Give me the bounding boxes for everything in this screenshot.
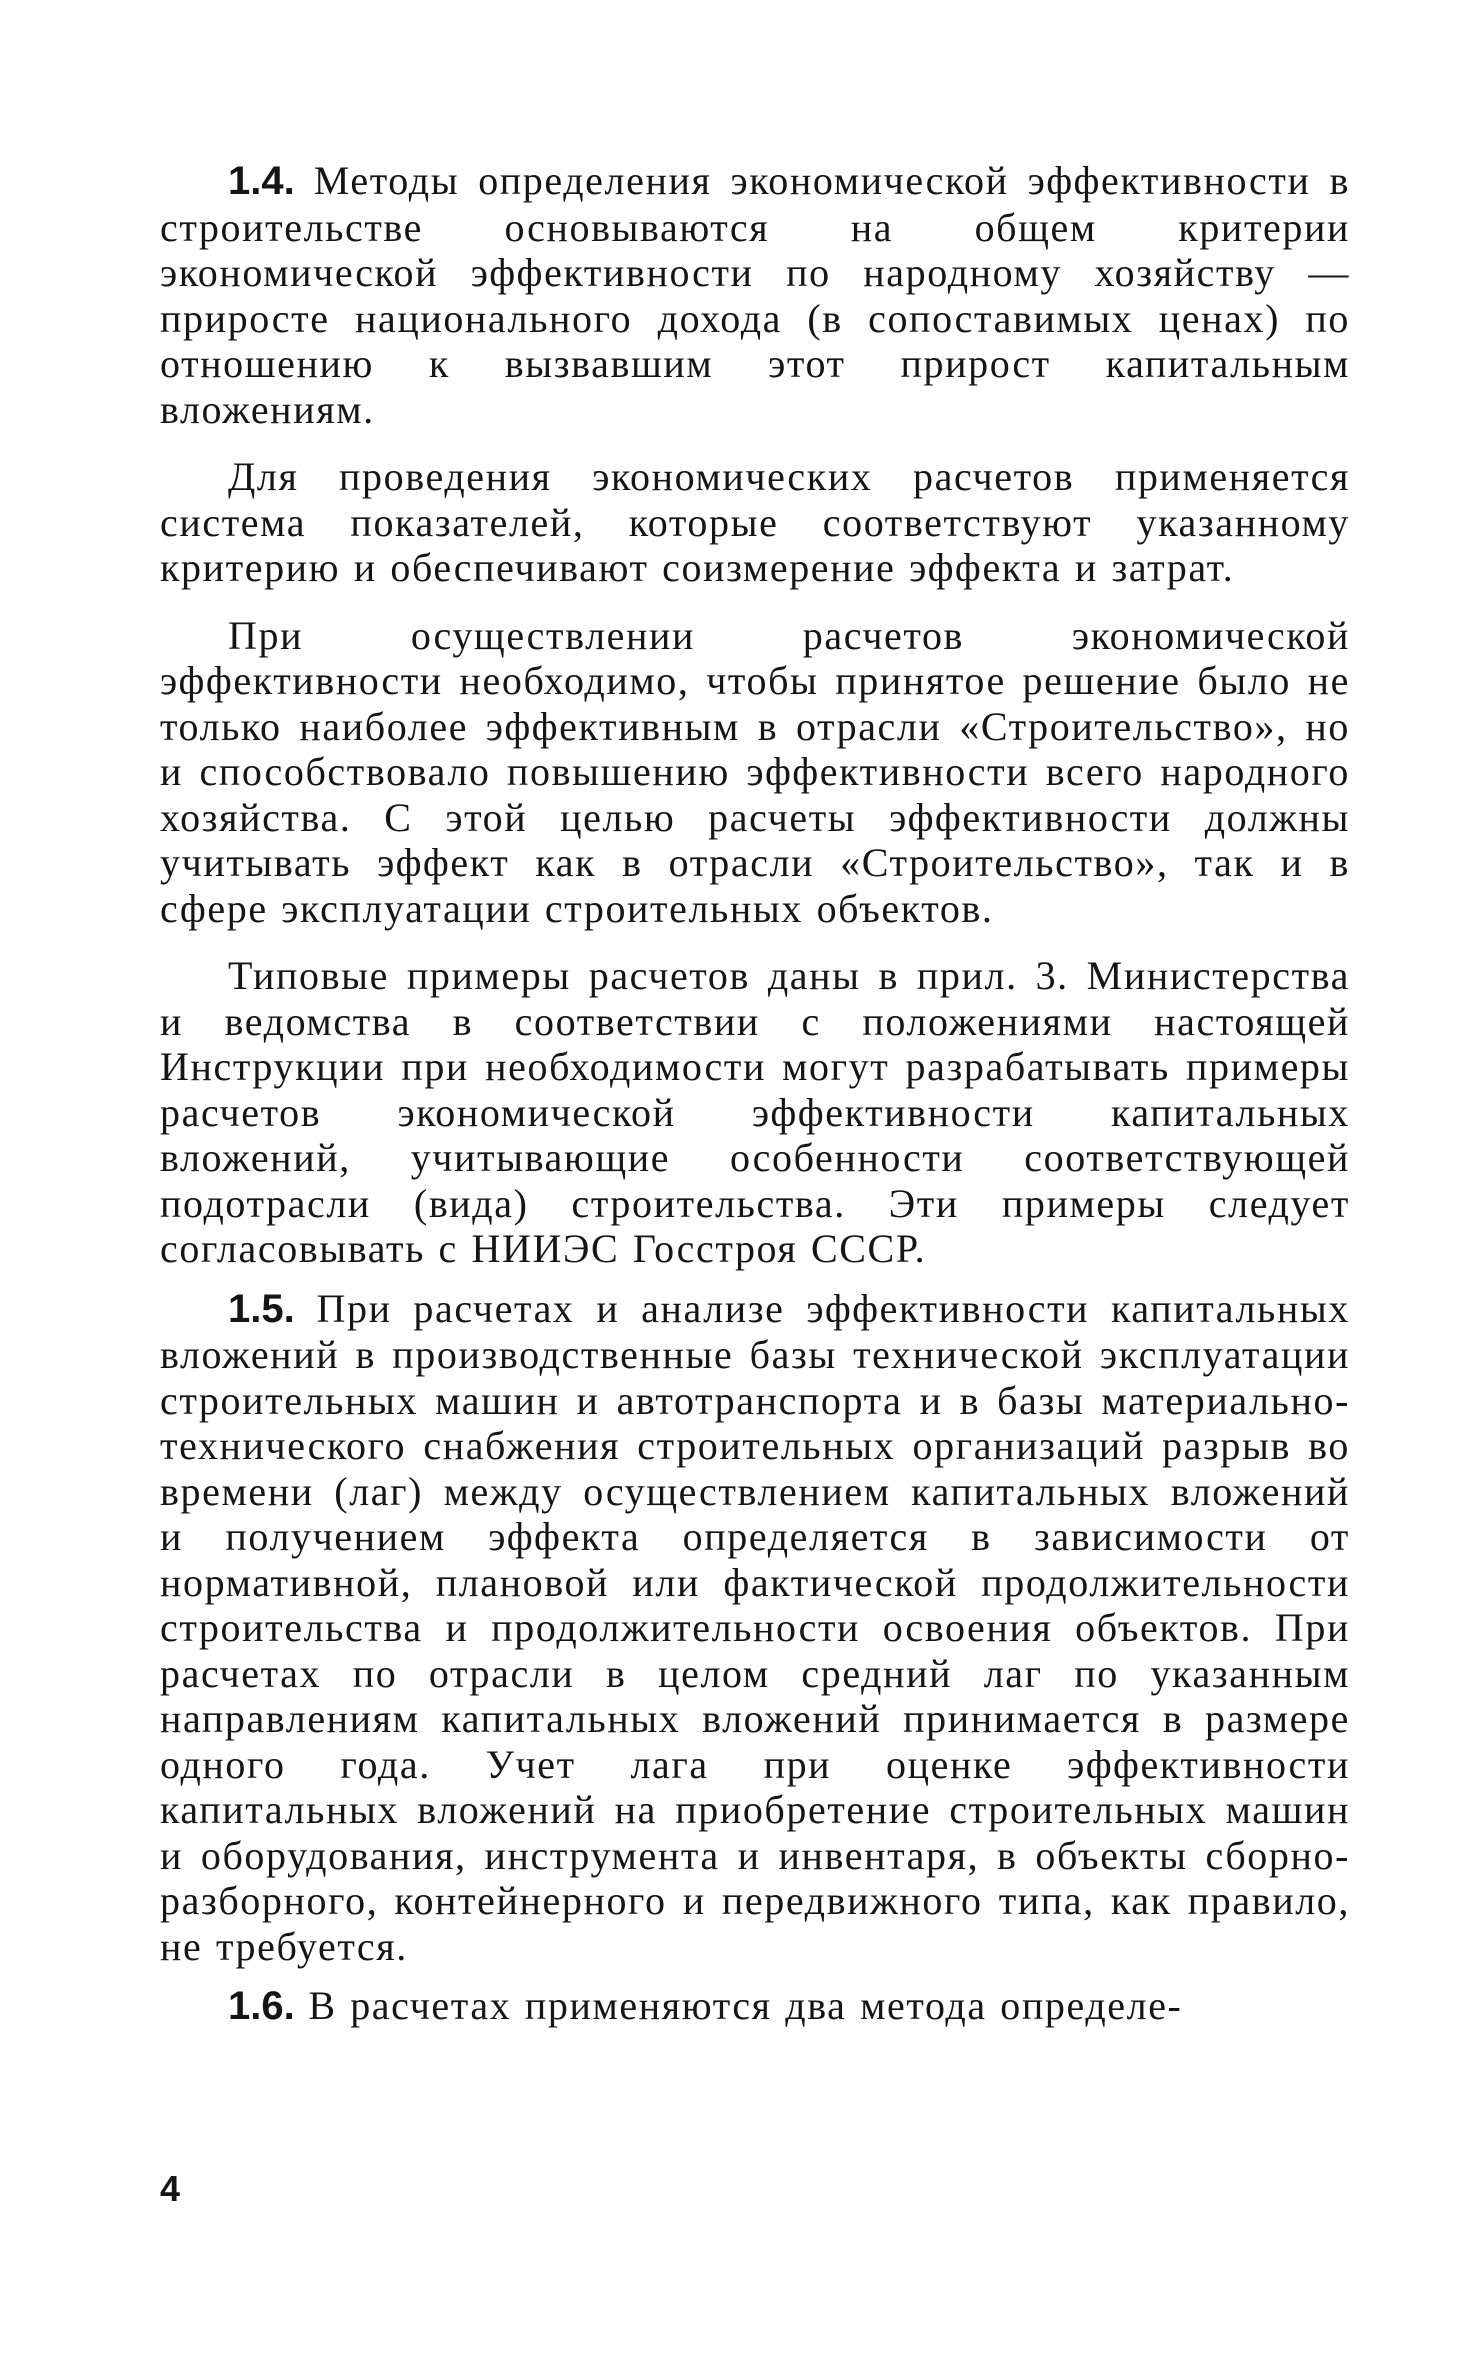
paragraph-text: При расчетах и анализе эффективности капитальных вложений в производственные базы технической эксплуатации строительных машин и автотранспорта и в базы материально-технического снабжения строительных организаций разрыв во времени (лаг) между осуществлением капитальных вложений и получением эффекта определяется в зависимости от нормативной, плановой или фактической продолжительности строительства и продолжительности освоения объектов. При расчетах по отрасли в целом средний лаг по указанным направлениям капитальных вложений принимается в размере одного года. Учет лага при оценке эффективности капитальных вложений на приобретение строительных машин и оборудования, инструмента и инвентаря, в объекты сборно-разборного, контейнерного и передвижного типа, как правило, не требуется.: [160, 1285, 1350, 1969]
page-number: 4: [160, 2168, 181, 2209]
paragraph-text: В расчетах применяются два метода определе-: [308, 1983, 1183, 2028]
paragraph-1-6: [160, 1983, 1350, 2030]
clause-number: 1.6.: [228, 1984, 295, 2028]
paragraph-text: Методы определения экономической эффективности в строительстве основываются на общем критерии экономической эффективности по народному хозяйству — приросте национального дохода (в сопоставимых ценах) по отношению к вызвавшим этот прирост капитальным вложениям.: [160, 158, 1350, 432]
paragraph-text: Для проведения экономических расчетов применяется система показателей, которые соответствуют указанному критерию и обеспечивают соизмерение эффекта и затрат.: [160, 454, 1350, 590]
body-text: [160, 158, 1350, 2052]
paragraph-1-5: [160, 1286, 1350, 1970]
paragraph-text: При осуществлении расчетов экономической эффективности необходимо, чтобы принятое решение было не только наиболее эффективным в отрасли «Строительство», но и способствовало повышению эффективности всего народного хозяйства. С этой целью расчеты эффективности должны учитывать эффект как в отрасли «Строительство», так и в сфере эксплуатации строительных объектов.: [160, 612, 1350, 931]
paragraph-indicators: [160, 454, 1350, 591]
paragraph-calculations: [160, 613, 1350, 932]
paragraph-1-4: [160, 158, 1350, 432]
clause-number: 1.4.: [228, 159, 295, 203]
paragraph-examples: [160, 953, 1350, 1272]
paragraph-text: Типовые примеры расчетов даны в прил. 3. Министерства и ведомства в соответствии с положениями настоящей Инструкции при необходимости могут разрабатывать примеры расчетов экономической эффективности капитальных вложений, учитывающие особенности соответствующей подотрасли (вида) строительства. Эти примеры следует согласовывать с НИИЭС Госстроя СССР.: [160, 953, 1350, 1271]
clause-number: 1.5.: [228, 1286, 295, 1331]
